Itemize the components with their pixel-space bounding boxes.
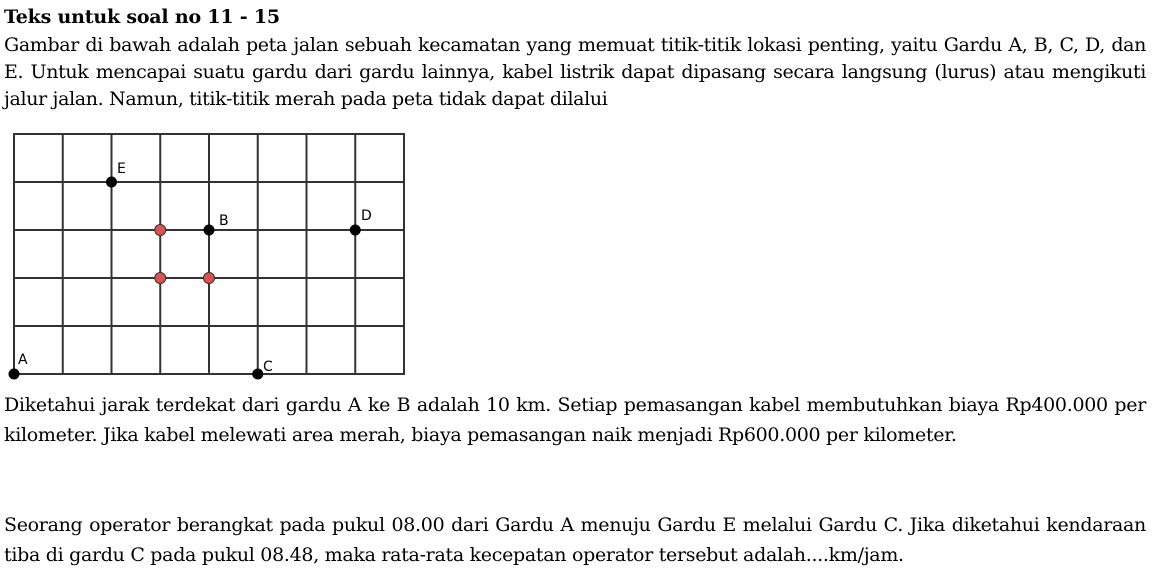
grid-lines [14, 134, 404, 374]
label-c: C [263, 359, 273, 375]
label-d: D [361, 208, 372, 224]
intro-paragraph: Gambar di bawah adalah peta jalan sebuah kecamatan yang memuat titik-titik lokasi penting, yaitu Gardu A, B, C, D, dan E. Untuk mencapai suatu gardu dari gardu lainnya, kabel listrik dapat dipasang secara langsung (lurus) atau mengikuti jalur jalan. Namun, titik-titik merah pada peta tidak dapat dilalui [4, 34, 1146, 110]
label-a: A [18, 352, 28, 368]
blocked-point [204, 273, 215, 284]
cost-paragraph: Diketahui jarak terdekat dari gardu A ke B adalah 10 km. Setiap pemasangan kabel membutuhkan biaya Rp400.000 per kilometer. Jika kabel melewati area merah, biaya pemasangan naik menjadi Rp600.000 per kilometer. [4, 394, 1146, 446]
question-paragraph: Seorang operator berangkat pada pukul 08.00 dari Gardu A menuju Gardu E melalui Gardu C. Jika diketahui kendaraan tiba di gardu C pada pukul 08.48, maka rata-rata kecepatan operator tersebut adalah....km/jam. [4, 514, 1146, 566]
section-heading: Teks untuk soal no 11 - 15 [4, 6, 280, 28]
node-c [252, 369, 263, 380]
node-d [350, 225, 361, 236]
label-b: B [219, 213, 229, 229]
street-map-grid [4, 129, 414, 384]
label-e: E [117, 161, 126, 177]
node-b [204, 225, 215, 236]
blocked-point [155, 273, 166, 284]
blocked-point [155, 225, 166, 236]
document-page [4, 4, 1146, 566]
node-e [106, 177, 117, 188]
node-a [9, 369, 20, 380]
